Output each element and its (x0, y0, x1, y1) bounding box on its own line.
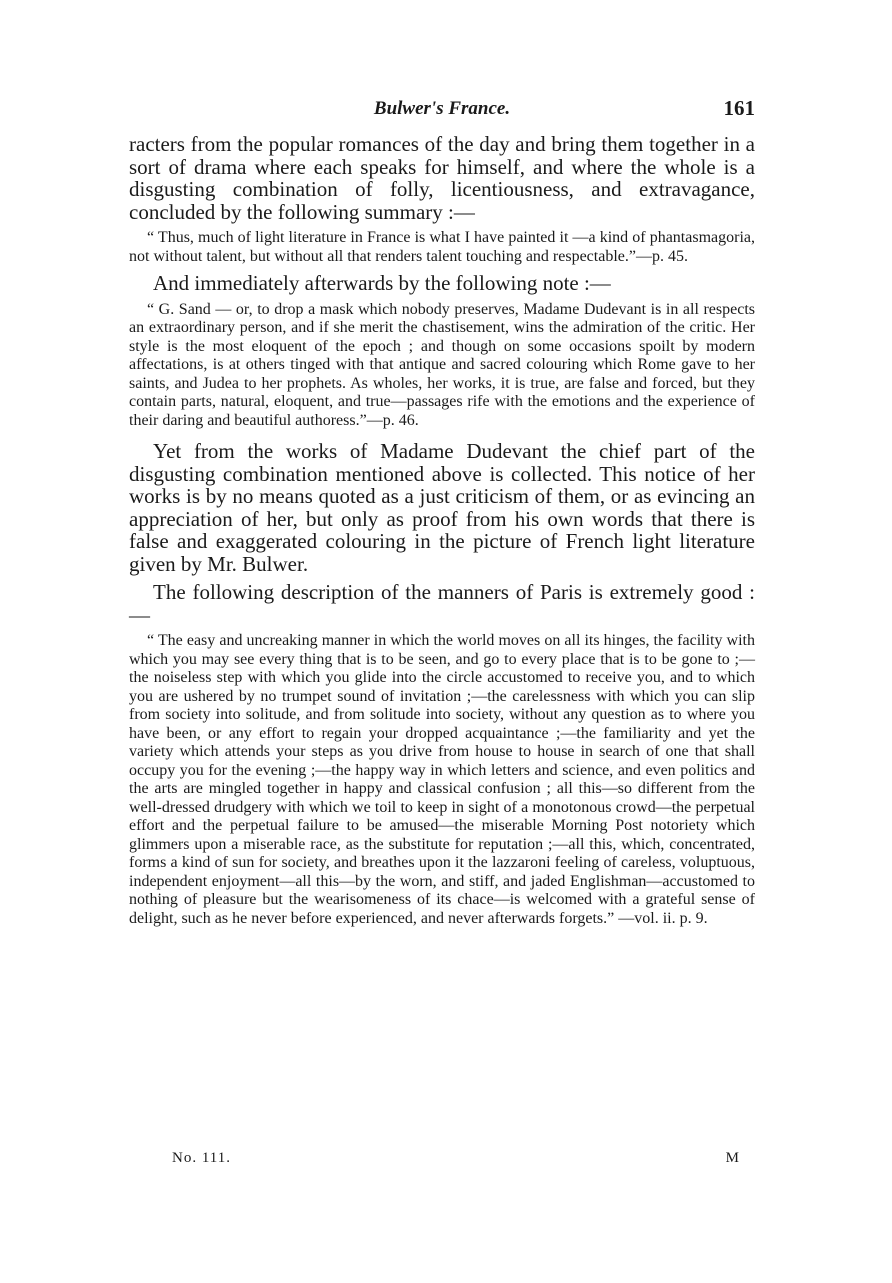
paragraph-paris-intro: The following description of the manners of Paris is extremely good :— (129, 580, 755, 627)
page-number: 161 (723, 96, 755, 120)
signature-mark-left: No. 111. (172, 1150, 231, 1166)
running-title: Bulwer's France. (373, 98, 511, 119)
page-footer (172, 1150, 740, 1172)
paragraph-dudevant: Yet from the works of Madame Dudevant the chief part of the disgusting combination mentioned above is collected. This notice of her works is by no means quoted as a just criticism of them, or as evincing an appreciation of her, but only as proof from his own words that there is false and exaggerated colouring in the picture of French light literature given by Mr. Bulwer. (129, 439, 755, 576)
paragraph-continued: racters from the popular romances of the day and bring them together in a sort of drama where each speaks for himself, and where the whole is a disgusting combination of folly, licentiousness, and extravagance, concluded by the following summary :— (129, 132, 755, 224)
block-quote-paris: “ The easy and uncreaking manner in which the world moves on all its hinges, the facility with which you may see every thing that is to be seen, and go to every place that is to be gone to ;—the noiseless step with which you glide into the circle accustomed to receive you, and to which you are ushered by no trumpet sound of invitation ;—the carelessness with which you can slip from society into solitude, and from solitude into society, without any question as to where you have been, or any effort to regain your dropped acquaintance ;—the familiarity and yet the variety which attends your steps as you drive from house to house in search of one that shall occupy you for the evening ;—the happy way in which letters and science, and even politics and the arts are mingled together in happy and classical confusion ; all this—so different from the well-dressed drudgery with which we toil to keep in sight of a monotonous crowd—the perpetual effort and the perpetual failure to be amused—the miserable Morning Post notoriety which glimmers upon a miserable race, as the substitute for reputation ;—all this, which, concentrated, forms a kind of sun for society, and breathes upon it the lazzaroni feeling of careless, voluptuous, independent enjoyment—all this—by the worn, and stiff, and jaded Englishman—accustomed to nothing of pleasure but the wearisomeness of its chace—is welcomed with a grateful sense of delight, such as he never before experienced, and never afterwards forgets.” —vol. ii. p. 9. (129, 632, 755, 927)
block-quote-summary: “ Thus, much of light literature in France is what I have painted it —a kind of phantasmagoria, not without talent, but without all that renders talent touching and respectable.”—p. 45. (129, 229, 755, 265)
paragraph-note-intro: And immediately afterwards by the following note :— (153, 271, 611, 295)
page-body (129, 133, 755, 928)
signature-mark-right: M (725, 1150, 740, 1166)
page-header (129, 96, 755, 126)
block-quote-g-sand: “ G. Sand — or, to drop a mask which nobody preserves, Madame Dudevant is in all respects an extraordinary person, and if she merit the chastisement, wins the admiration of the critic. Her style is the most eloquent of the epoch ; and though on some occasions spoilt by modern affectations, is at others tinged with that antique and sacred colouring which Rome gave to her saints, and Judea to her prophets. As wholes, her works, it is true, are false and forced, but they contain parts, natural, eloquent, and true—passages rife with the emotions and the experience of their daring and beautiful authoress.”—p. 46. (129, 300, 755, 429)
